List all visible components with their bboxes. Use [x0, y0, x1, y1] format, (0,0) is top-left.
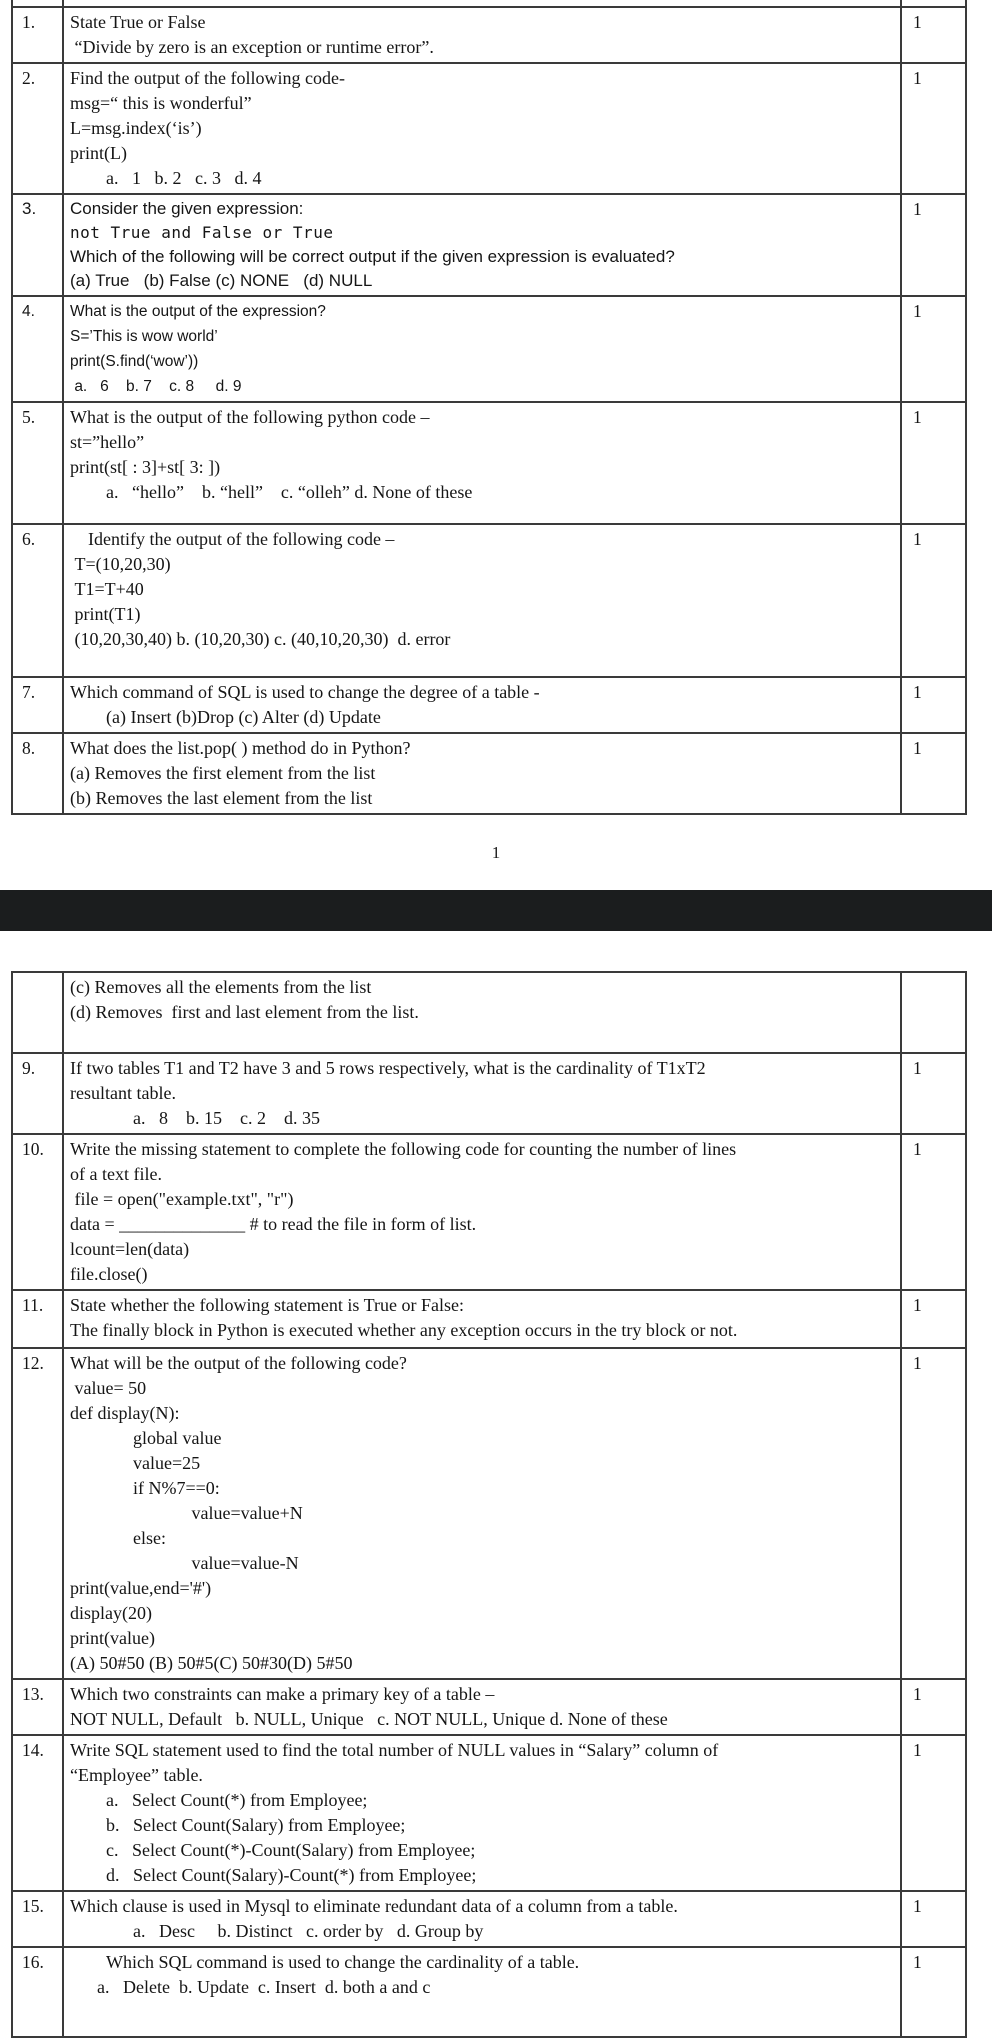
question-line: file = open("example.txt", "r")	[70, 1189, 294, 1209]
question-number-cell: 6.	[12, 524, 63, 677]
question-table-page2	[11, 971, 967, 2038]
question-line: if N%7==0:	[70, 1478, 220, 1498]
question-text-cell	[63, 194, 901, 296]
question-number-cell: 1.	[12, 7, 63, 63]
question-line: a. Desc b. Distinct c. order by d. Group by	[70, 1921, 484, 1941]
marks-cell: 1	[901, 1348, 966, 1679]
question-line: value=value-N	[70, 1553, 299, 1573]
question-row-9	[12, 1053, 966, 1134]
marks-cell: 1	[901, 7, 966, 63]
question-line: a. Select Count(*) from Employee;	[70, 1790, 368, 1810]
question-line: display(20)	[70, 1603, 152, 1623]
question-line: “Divide by zero is an exception or runtime error”.	[70, 37, 434, 57]
marks-cell: 1	[901, 1053, 966, 1134]
partial-row	[12, 0, 966, 7]
question-number-cell: 15.	[12, 1891, 63, 1947]
question-line: (a) Insert (b)Drop (c) Alter (d) Update	[70, 707, 381, 727]
question-line: file.close()	[70, 1264, 148, 1284]
question-line: value=25	[70, 1453, 201, 1473]
page-number: 1	[491, 843, 501, 862]
question-row-7	[12, 677, 966, 733]
question-line: b. Select Count(Salary) from Employee;	[70, 1815, 406, 1835]
question-row-3	[12, 194, 966, 296]
question-text-cell	[63, 1053, 901, 1134]
question-line: print(L)	[70, 143, 127, 163]
question-line: (b) Removes the last element from the list	[70, 788, 373, 808]
question-text-cell	[63, 63, 901, 194]
question-number-cell: 11.	[12, 1290, 63, 1348]
question-line: NOT NULL, Default b. NULL, Unique c. NOT NULL, Unique d. None of these	[70, 1709, 668, 1729]
question-number-cell: 2.	[12, 63, 63, 194]
question-line: st=”hello”	[70, 432, 145, 452]
question-text-cell	[63, 402, 901, 524]
question-text-cell	[63, 7, 901, 63]
marks-cell	[901, 0, 966, 7]
question-row-11	[12, 1290, 966, 1348]
question-row-1	[12, 7, 966, 63]
question-row-4	[12, 296, 966, 402]
marks-cell: 1	[901, 1134, 966, 1290]
marks-cell	[901, 972, 966, 1053]
question-line: State True or False	[70, 12, 206, 32]
question-line: “Employee” table.	[70, 1765, 203, 1785]
question-line: print(value,end='#')	[70, 1578, 212, 1598]
question-line: L=msg.index(‘is’)	[70, 118, 202, 138]
question-line: c. Select Count(*)-Count(Salary) from Employee;	[70, 1840, 476, 1860]
question-line: S=’This is wow world’	[70, 328, 218, 345]
question-line: Write SQL statement used to find the total number of NULL values in “Salary” column of	[70, 1740, 719, 1760]
page-break-bar	[0, 890, 992, 931]
question-line: What is the output of the expression?	[70, 303, 326, 320]
question-line: global value	[70, 1428, 222, 1448]
question-line: (A) 50#50 (B) 50#5(C) 50#30(D) 5#50	[70, 1653, 353, 1673]
question-text-cell	[63, 296, 901, 402]
question-line: print(S.find(‘wow’))	[70, 353, 199, 370]
marks-cell: 1	[901, 524, 966, 677]
question-line: msg=“ this is wonderful”	[70, 93, 252, 113]
marks-cell: 1	[901, 677, 966, 733]
question-text-cell	[63, 0, 901, 7]
marks-cell: 1	[901, 194, 966, 296]
question-line: (a) True (b) False (c) NONE (d) NULL	[70, 271, 373, 290]
question-text-cell	[63, 677, 901, 733]
marks-cell: 1	[901, 1290, 966, 1348]
question-line: lcount=len(data)	[70, 1239, 190, 1259]
question-line: Find the output of the following code-	[70, 68, 345, 88]
question-number-cell: 4.	[12, 296, 63, 402]
question-line: Which SQL command is used to change the cardinality of a table.	[70, 1952, 580, 1972]
marks-cell: 1	[901, 1679, 966, 1735]
question-text-cell	[63, 972, 901, 1053]
question-line: State whether the following statement is True or False:	[70, 1295, 464, 1315]
question-text-cell	[63, 733, 901, 814]
question-line: Which of the following will be correct output if the given expression is evaluated?	[70, 247, 675, 266]
question-line: What will be the output of the following code?	[70, 1353, 407, 1373]
question-row-14	[12, 1735, 966, 1891]
question-line: print(T1)	[70, 604, 141, 624]
continuation-row	[12, 972, 966, 1053]
question-line: Consider the given expression:	[70, 199, 304, 218]
question-line: (10,20,30,40) b. (10,20,30) c. (40,10,20,30) d. error	[70, 629, 451, 649]
question-text-cell	[63, 1290, 901, 1348]
question-number-cell: 8.	[12, 733, 63, 814]
question-number-cell: 14.	[12, 1735, 63, 1891]
question-row-8	[12, 733, 966, 814]
question-text-cell	[63, 1679, 901, 1735]
question-line: a. 6 b. 7 c. 8 d. 9	[70, 378, 242, 395]
question-line: a. Delete b. Update c. Insert d. both a and c	[70, 1977, 431, 1997]
question-line: (c) Removes all the elements from the list	[70, 977, 372, 997]
question-text-cell	[63, 1891, 901, 1947]
question-line: a. 1 b. 2 c. 3 d. 4	[70, 168, 262, 188]
marks-cell: 1	[901, 296, 966, 402]
marks-cell: 1	[901, 63, 966, 194]
question-row-6	[12, 524, 966, 677]
question-line: d. Select Count(Salary)-Count(*) from Employee;	[70, 1865, 477, 1885]
question-text-cell	[63, 524, 901, 677]
question-table-page1	[11, 0, 967, 815]
question-line: (a) Removes the first element from the list	[70, 763, 376, 783]
question-line: a. 8 b. 15 c. 2 d. 35	[70, 1108, 320, 1128]
marks-cell: 1	[901, 402, 966, 524]
question-line: not True and False or True	[70, 223, 334, 242]
question-table-page1-body	[12, 0, 966, 814]
question-line: (d) Removes first and last element from the list.	[70, 1002, 419, 1022]
question-line: Which two constraints can make a primary key of a table –	[70, 1684, 495, 1704]
question-line: The finally block in Python is executed whether any exception occurs in the try block or not.	[70, 1320, 738, 1340]
question-line: Which clause is used in Mysql to eliminate redundant data of a column from a table.	[70, 1896, 678, 1916]
question-text-cell	[63, 1348, 901, 1679]
question-row-2	[12, 63, 966, 194]
question-number-cell: 16.	[12, 1947, 63, 2037]
question-text-cell	[63, 1134, 901, 1290]
question-line: value= 50	[70, 1378, 147, 1398]
question-line: else:	[70, 1528, 166, 1548]
question-number-cell: 12.	[12, 1348, 63, 1679]
marks-cell: 1	[901, 1891, 966, 1947]
question-line: data = ______________ # to read the file in form of list.	[70, 1214, 477, 1234]
question-line: value=value+N	[70, 1503, 303, 1523]
question-number-cell: 7.	[12, 677, 63, 733]
question-text-cell	[63, 1735, 901, 1891]
question-line: What is the output of the following python code –	[70, 407, 430, 427]
question-row-10	[12, 1134, 966, 1290]
question-line: resultant table.	[70, 1083, 176, 1103]
question-line: Which command of SQL is used to change the degree of a table -	[70, 682, 540, 702]
question-number-cell: 10.	[12, 1134, 63, 1290]
question-line: If two tables T1 and T2 have 3 and 5 rows respectively, what is the cardinality of T1xT2	[70, 1058, 706, 1078]
question-line: T1=T+40	[70, 579, 144, 599]
question-row-12	[12, 1348, 966, 1679]
question-table-page2-body	[12, 972, 966, 2037]
question-line: def display(N):	[70, 1403, 180, 1423]
question-line: Write the missing statement to complete the following code for counting the number of lines	[70, 1139, 737, 1159]
question-number-cell	[12, 972, 63, 1053]
marks-cell: 1	[901, 733, 966, 814]
question-line: What does the list.pop( ) method do in Python?	[70, 738, 411, 758]
question-number-cell: 3.	[12, 194, 63, 296]
question-text-cell	[63, 1947, 901, 2037]
question-row-5	[12, 402, 966, 524]
question-line: print(st[ : 3]+st[ 3: ])	[70, 457, 221, 477]
question-number-cell	[12, 0, 63, 7]
question-row-16	[12, 1947, 966, 2037]
question-line: a. “hello” b. “hell” c. “olleh” d. None of these	[70, 482, 473, 502]
question-line: of a text file.	[70, 1164, 162, 1184]
question-number-cell: 5.	[12, 402, 63, 524]
marks-cell: 1	[901, 1735, 966, 1891]
question-line: print(value)	[70, 1628, 155, 1648]
question-row-15	[12, 1891, 966, 1947]
marks-cell: 1	[901, 1947, 966, 2037]
question-number-cell: 13.	[12, 1679, 63, 1735]
question-number-cell: 9.	[12, 1053, 63, 1134]
question-line: T=(10,20,30)	[70, 554, 171, 574]
question-row-13	[12, 1679, 966, 1735]
question-line: Identify the output of the following code –	[70, 529, 395, 549]
